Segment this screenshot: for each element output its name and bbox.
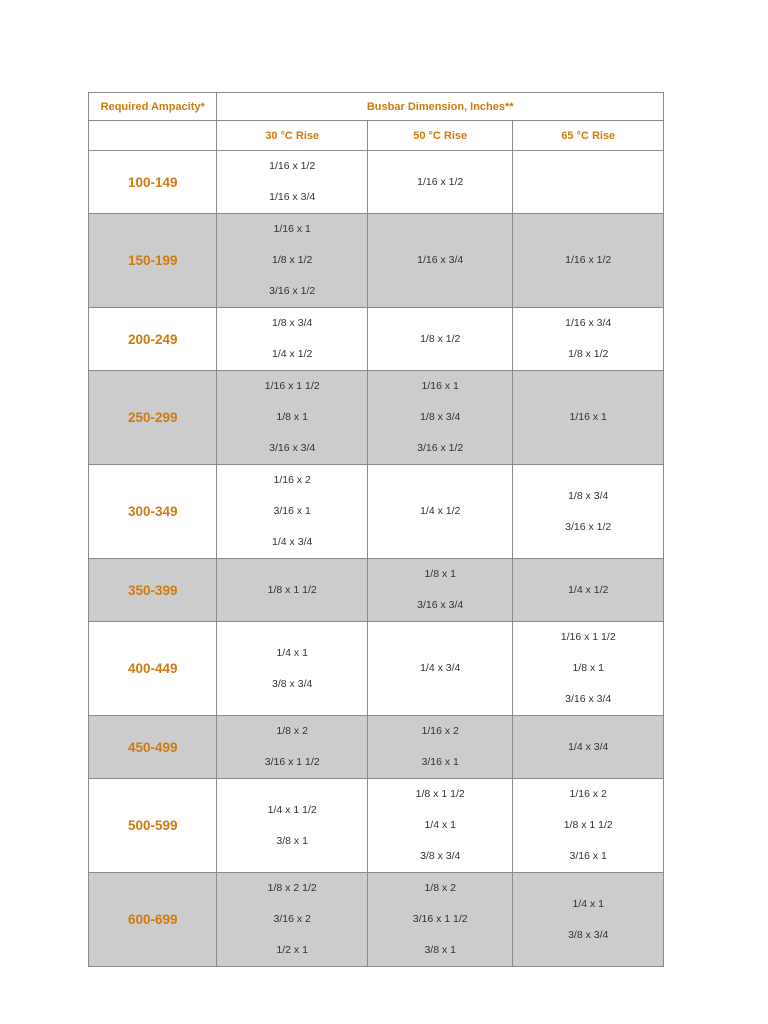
ampacity-cell: 200-249	[89, 308, 216, 370]
dimension-value: 3/16 x 1	[569, 850, 607, 862]
dimension-value: 3/16 x 1 1/2	[264, 756, 320, 768]
table-row	[89, 716, 663, 778]
dimension-cell-50	[368, 559, 513, 621]
dimension-value: 3/16 x 1/2	[417, 442, 464, 454]
ampacity-cell: 300-349	[89, 465, 216, 558]
dimension-value: 3/16 x 3/4	[269, 442, 316, 454]
ampacity-cell: 400-449	[89, 622, 216, 715]
dimension-cell-50	[368, 151, 513, 213]
dimension-value: 1/16 x 3/4	[269, 191, 316, 203]
dimension-cell-65	[513, 465, 663, 558]
dimension-value: 3/8 x 1	[276, 834, 308, 847]
dimension-cell-65	[513, 151, 663, 213]
dimension-cell-30	[217, 465, 367, 558]
dimension-cell-50	[368, 371, 513, 464]
dimension-value: 1/8 x 1 1/2	[563, 819, 613, 831]
dimension-cell-30	[217, 371, 367, 464]
dimension-header: Busbar Dimension, Inches**	[217, 93, 663, 120]
dimension-value: 1/4 x 1 1/2	[267, 803, 317, 816]
dimension-cell-65	[513, 371, 663, 464]
dimension-value: 1/4 x 3/4	[272, 536, 313, 548]
dimension-cell-50	[368, 716, 513, 778]
ampacity-cell: 350-399	[89, 559, 216, 621]
dimension-value: 1/8 x 3/4	[568, 489, 609, 502]
ampacity-cell: 150-199	[89, 214, 216, 307]
dimension-cell-65	[513, 622, 663, 715]
dimension-value: 1/4 x 1/2	[568, 583, 609, 596]
dimension-cell-50	[368, 779, 513, 872]
table-row	[89, 371, 663, 464]
dimension-value: 1/16 x 1	[273, 223, 311, 235]
dimension-value: 1/16 x 1 1/2	[560, 631, 616, 643]
dimension-value: 3/8 x 3/4	[420, 850, 461, 862]
dimension-value: 1/8 x 2	[424, 882, 456, 894]
rise-50-header: 50 °C Rise	[368, 121, 513, 150]
dimension-value: 1/8 x 1	[572, 662, 604, 674]
dimension-value: 1/16 x 1	[569, 411, 607, 423]
busbar-ampacity-table	[88, 92, 664, 967]
ampacity-cell: 250-299	[89, 371, 216, 464]
dimension-value: 3/8 x 1	[424, 944, 456, 956]
dimension-cell-50	[368, 214, 513, 307]
dimension-value: 3/16 x 3/4	[417, 599, 464, 611]
dimension-value: 1/4 x 1/2	[272, 348, 313, 360]
dimension-value: 1/4 x 1	[572, 897, 604, 910]
dimension-value: 3/16 x 1/2	[269, 285, 316, 297]
dimension-value: 1/16 x 3/4	[565, 317, 612, 329]
dimension-value: 1/4 x 1	[276, 646, 308, 659]
header-row-1	[89, 93, 663, 120]
table-row	[89, 622, 663, 715]
rise-65-header: 65 °C Rise	[513, 121, 663, 150]
dimension-cell-50	[368, 465, 513, 558]
dimension-value: 1/16 x 3/4	[417, 254, 464, 266]
dimension-value: 3/16 x 1 1/2	[412, 913, 468, 925]
dimension-value: 1/8 x 1/2	[568, 348, 609, 360]
dimension-value: 1/8 x 1 1/2	[267, 583, 317, 596]
dimension-value: 1/4 x 3/4	[420, 662, 461, 674]
dimension-cell-30	[217, 214, 367, 307]
ampacity-cell: 600-699	[89, 873, 216, 966]
ampacity-cell: 450-499	[89, 716, 216, 778]
dimension-cell-65	[513, 716, 663, 778]
dimension-value: 1/8 x 2	[276, 725, 308, 737]
dimension-cell-30	[217, 559, 367, 621]
dimension-cell-65	[513, 779, 663, 872]
dimension-value: 3/16 x 1	[421, 756, 459, 768]
dimension-cell-30	[217, 873, 367, 966]
table-row	[89, 308, 663, 370]
dimension-cell-50	[368, 873, 513, 966]
dimension-value: 1/16 x 1 1/2	[264, 380, 320, 392]
dimension-cell-65	[513, 559, 663, 621]
dimension-value: 3/16 x 1/2	[565, 520, 612, 533]
table-row	[89, 151, 663, 213]
dimension-value: 3/8 x 3/4	[272, 677, 313, 690]
dimension-value: 1/4 x 3/4	[568, 740, 609, 753]
dimension-cell-50	[368, 308, 513, 370]
dimension-cell-30	[217, 308, 367, 370]
ampacity-cell: 100-149	[89, 151, 216, 213]
ampacity-cell: 500-599	[89, 779, 216, 872]
table-row	[89, 873, 663, 966]
dimension-value: 1/4 x 1/2	[420, 505, 461, 517]
dimension-cell-30	[217, 622, 367, 715]
dimension-value: 1/8 x 2 1/2	[267, 882, 317, 894]
dimension-value: 3/8 x 3/4	[568, 928, 609, 941]
dimension-value: 1/16 x 2	[421, 725, 459, 737]
dimension-cell-65	[513, 873, 663, 966]
dimension-value: 1/8 x 3/4	[420, 411, 461, 423]
dimension-value: 3/16 x 1	[273, 505, 311, 517]
dimension-cell-65	[513, 214, 663, 307]
dimension-value: 3/16 x 2	[273, 913, 311, 925]
dimension-value: 1/8 x 1	[276, 411, 308, 423]
dimension-value: 1/8 x 1 1/2	[415, 788, 465, 800]
rise-30-header: 30 °C Rise	[217, 121, 367, 150]
dimension-value: 1/2 x 1	[276, 944, 308, 956]
dimension-value: 1/16 x 1	[421, 380, 459, 392]
header-row-2	[89, 121, 663, 150]
dimension-value: 1/16 x 1/2	[269, 160, 316, 172]
dimension-value: 1/8 x 1/2	[272, 254, 313, 266]
table-body	[89, 93, 663, 966]
ampacity-header: Required Ampacity*	[89, 93, 216, 120]
empty-header-cell	[89, 121, 216, 150]
table-row	[89, 214, 663, 307]
dimension-cell-30	[217, 151, 367, 213]
table-row	[89, 465, 663, 558]
dimension-value: 1/4 x 1	[424, 819, 456, 831]
dimension-value: 3/16 x 3/4	[565, 693, 612, 705]
dimension-value: 1/8 x 1/2	[420, 332, 461, 345]
dimension-value: 1/16 x 2	[569, 788, 607, 800]
table-row	[89, 779, 663, 872]
dimension-cell-65	[513, 308, 663, 370]
dimension-value: 1/16 x 2	[273, 474, 311, 486]
dimension-value: 1/8 x 1	[424, 568, 456, 580]
dimension-value: 1/16 x 1/2	[417, 175, 464, 188]
dimension-value: 1/8 x 3/4	[272, 317, 313, 329]
dimension-value: 1/16 x 1/2	[565, 254, 612, 266]
dimension-cell-50	[368, 622, 513, 715]
dimension-cell-30	[217, 716, 367, 778]
dimension-cell-30	[217, 779, 367, 872]
table-row	[89, 559, 663, 621]
